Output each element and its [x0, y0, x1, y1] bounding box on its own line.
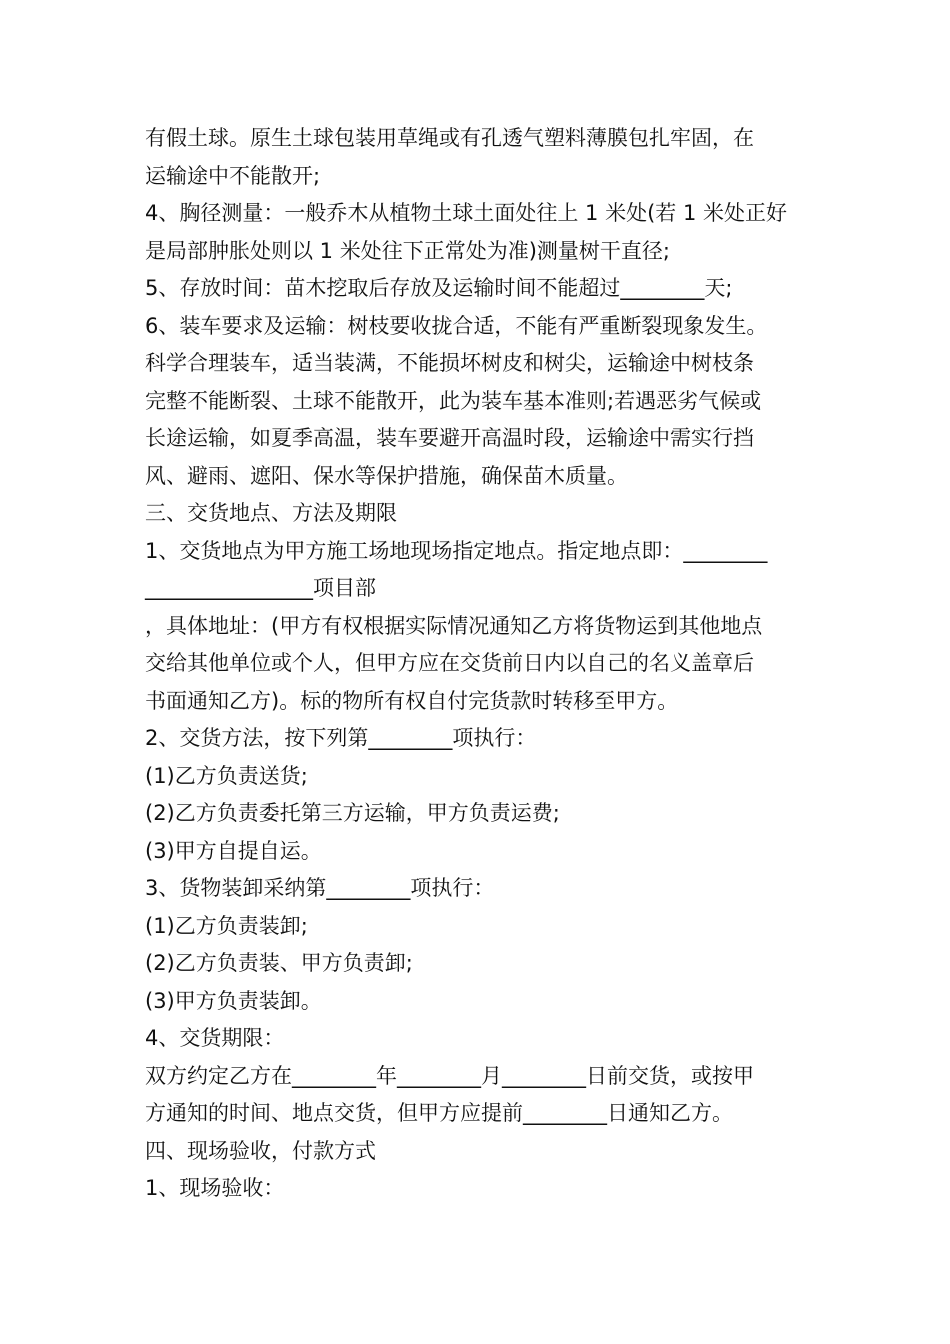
- text-line: 4、交货期限：: [145, 1026, 285, 1050]
- text-line: 方通知的时间、地点交货，但甲方应提前________日通知乙方。: [145, 1101, 733, 1125]
- text-line: 5、存放时间：苗木挖取后存放及运输时间不能超过________天;: [145, 276, 733, 300]
- list-item: (1)乙方负责装卸;: [145, 913, 308, 938]
- text-line: 6、装车要求及运输：树枝要收拢合适，不能有严重断裂现象发生。: [145, 313, 768, 338]
- text-line: 1、现场验收：: [145, 1176, 285, 1200]
- text-line: 双方约定乙方在________年________月________日前交货，或按甲: [145, 1063, 754, 1088]
- list-item: (2)乙方负责委托第三方运输，甲方负责运费;: [145, 801, 560, 825]
- list-item: (3)甲方自提自运。: [145, 838, 322, 863]
- text-line: 2、交货方法，按下列第________项执行：: [145, 726, 537, 750]
- text-line: 运输途中不能散开;: [145, 163, 321, 188]
- text-line: 交给其他单位或个人，但甲方应在交货前日内以自己的名义盖章后: [145, 651, 754, 675]
- text-line: 是局部肿胀处则以 1 米处往下正常处为准)测量树干直径;: [145, 238, 670, 263]
- text-line: 1、交货地点为甲方施工场地现场指定地点。指定地点即：________: [145, 538, 768, 563]
- document-body: [145, 120, 810, 1208]
- text-line: 风、避雨、遮阳、保水等保护措施，确保苗木质量。: [145, 463, 628, 488]
- text-line: 长途运输，如夏季高温，装车要避开高温时段，运输途中需实行挡: [145, 426, 754, 450]
- text-line: 3、货物装卸采纳第________项执行：: [145, 876, 495, 900]
- section-heading: 四、现场验收，付款方式: [145, 1138, 376, 1163]
- text-line: 书面通知乙方)。标的物所有权自付完货款时转移至甲方。: [145, 688, 679, 713]
- section-heading: 三、交货地点、方法及期限: [145, 501, 397, 525]
- text-line: ________________项目部: [145, 576, 376, 600]
- text-line: 有假土球。原生土球包装用草绳或有孔透气塑料薄膜包扎牢固，在: [145, 126, 754, 150]
- list-item: (1)乙方负责送货;: [145, 763, 308, 788]
- text-line: ，具体地址：(甲方有权根据实际情况通知乙方将货物运到其他地点: [145, 613, 763, 638]
- text-line: 科学合理装车，适当装满，不能损坏树皮和树尖，运输途中树枝条: [145, 351, 754, 375]
- list-item: (3)甲方负责装卸。: [145, 988, 322, 1013]
- list-item: (2)乙方负责装、甲方负责卸;: [145, 951, 413, 975]
- text-line: 4、胸径测量：一般乔木从植物土球土面处往上 1 米处(若 1 米处正好: [145, 201, 787, 225]
- text-line: 完整不能断裂、土球不能散开，此为装车基本准则;若遇恶劣气候或: [145, 388, 762, 413]
